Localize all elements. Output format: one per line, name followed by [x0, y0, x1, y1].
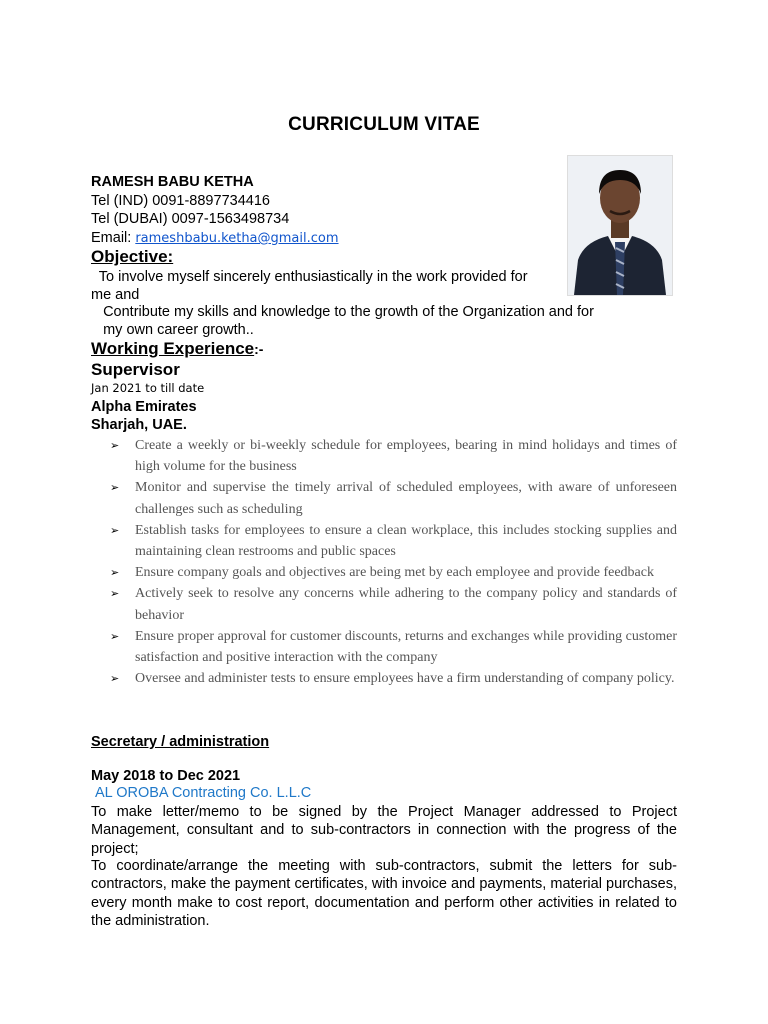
job1-bullet: ➢ Create a weekly or bi-weekly schedule for employees, bearing in mind holidays and times of high volume for the business	[110, 435, 677, 477]
job2-paragraph-1: To make letter/memo to be signed by the Project Manager addressed to Project Management, consultant and to sub-contractors in connection with the progress of the project;	[91, 804, 677, 857]
candidate-name: RAMESH BABU KETHA	[91, 174, 254, 190]
job1-company: Alpha Emirates	[91, 399, 197, 415]
job2-paragraph-2: To coordinate/arrange the meeting with sub-contractors, submit the letters for sub-contractors, make the payment certificates, with invoice and payments, material purchases, every month make to cost report, documentation and perform other activities in related to the administration.	[91, 858, 677, 930]
arrow-bullet-icon: ➢	[110, 566, 120, 580]
job1-title: Supervisor	[91, 360, 180, 379]
email-link[interactable]: rameshbabu.ketha@gmail.com	[135, 231, 339, 246]
objective-line-4: my own career growth..	[91, 322, 254, 338]
arrow-bullet-icon: ➢	[110, 587, 120, 601]
email-label: Email:	[91, 230, 132, 246]
phone-india: Tel (IND) 0091-8897734416	[91, 193, 270, 209]
job1-bullet: ➢ Establish tasks for employees to ensure a clean workplace, this includes stocking supplies and maintaining clean restrooms and public spaces	[110, 520, 677, 562]
objective-line-3: Contribute my skills and knowledge to the growth of the Organization and for	[91, 304, 594, 320]
job1-bullet: ➢ Monitor and supervise the timely arrival of scheduled employees, with aware of unforeseen challenges such as scheduling	[110, 477, 677, 519]
working-experience-suffix: :-	[254, 341, 264, 357]
working-experience-heading	[91, 339, 263, 359]
arrow-bullet-icon: ➢	[110, 672, 120, 686]
job1-bullet: ➢ Actively seek to resolve any concerns while adhering to the company policy and standards of behavior	[110, 583, 677, 625]
job1-bullet: ➢ Ensure company goals and objectives are being met by each employee and provide feedback	[110, 562, 677, 583]
objective-line-1: To involve myself sincerely enthusiastically in the work provided for	[91, 269, 528, 285]
objective-line-2: me and	[91, 287, 140, 303]
phone-dubai: Tel (DUBAI) 0097-1563498734	[91, 211, 290, 227]
working-experience-title: Working Experience	[91, 339, 255, 358]
document-title: CURRICULUM VITAE	[288, 114, 480, 135]
arrow-bullet-icon: ➢	[110, 523, 120, 537]
job1-location: Sharjah, UAE.	[91, 417, 187, 433]
email-row	[91, 229, 339, 248]
profile-photo-image	[568, 156, 672, 295]
job1-bullet: ➢ Ensure proper approval for customer discounts, returns and exchanges while providing customer satisfaction and positive interaction with the company	[110, 626, 677, 668]
job2-dates: May 2018 to Dec 2021	[91, 768, 241, 784]
job2-title: Secretary / administration	[91, 734, 270, 750]
job1-dates: Jan 2021 to till date	[91, 381, 205, 395]
job2-company: AL OROBA Contracting Co. L.L.C	[95, 785, 312, 801]
arrow-bullet-icon: ➢	[110, 481, 120, 495]
arrow-bullet-icon: ➢	[110, 629, 120, 643]
job1-responsibilities	[110, 435, 677, 689]
arrow-bullet-icon: ➢	[110, 439, 120, 452]
objective-heading: Objective:	[91, 247, 174, 266]
profile-photo	[567, 155, 673, 296]
job1-bullet: ➢ Oversee and administer tests to ensure employees have a firm understanding of company policy.	[110, 668, 677, 689]
